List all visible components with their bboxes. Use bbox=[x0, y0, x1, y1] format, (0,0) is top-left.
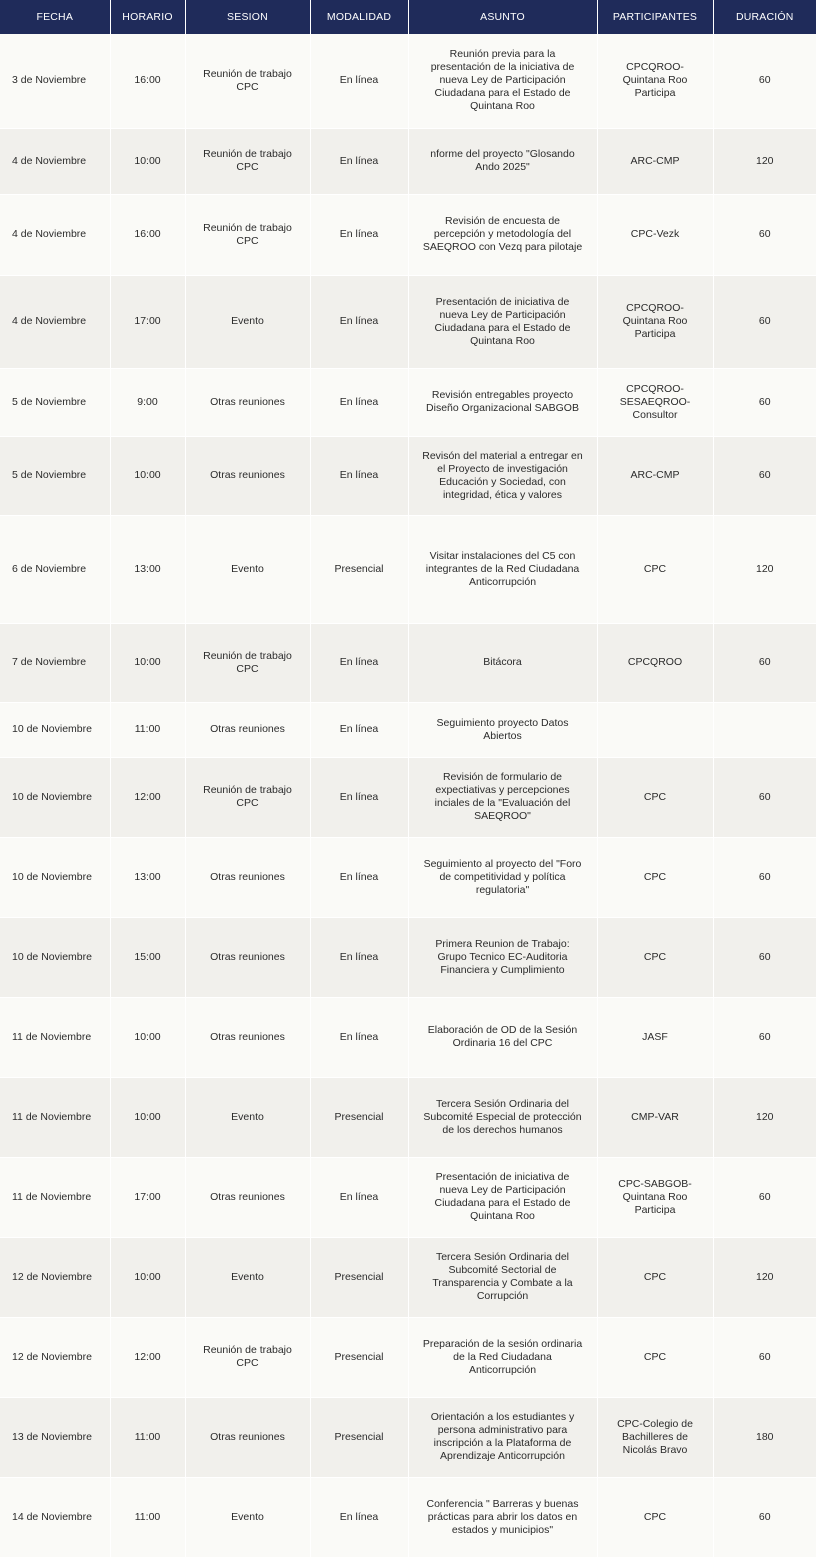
table-row bbox=[0, 1317, 816, 1397]
horario-cell: 11:00 bbox=[110, 1397, 185, 1477]
fecha-cell: 7 de Noviembre bbox=[0, 623, 110, 702]
sesion-cell: Reunión de trabajo CPC bbox=[185, 34, 310, 128]
participantes-cell: CPC-Colegio de Bachilleres de Nicolás Bravo bbox=[597, 1397, 713, 1477]
fecha-cell: 5 de Noviembre bbox=[0, 436, 110, 515]
duracion-cell bbox=[713, 702, 816, 757]
participantes-cell: CPCQROO-Quintana Roo Participa bbox=[597, 34, 713, 128]
table-row bbox=[0, 34, 816, 128]
duracion-cell: 60 bbox=[713, 623, 816, 702]
header-fecha: FECHA bbox=[0, 0, 110, 34]
asunto-cell: Tercera Sesión Ordinaria del Subcomité Especial de protección de los derechos humanos bbox=[408, 1077, 597, 1157]
fecha-cell: 11 de Noviembre bbox=[0, 1157, 110, 1237]
duracion-cell: 60 bbox=[713, 757, 816, 837]
duracion-cell: 120 bbox=[713, 1077, 816, 1157]
duracion-cell: 60 bbox=[713, 917, 816, 997]
duracion-cell: 60 bbox=[713, 34, 816, 128]
participantes-cell: CPC-SABGOB-Quintana Roo Participa bbox=[597, 1157, 713, 1237]
duracion-cell: 120 bbox=[713, 515, 816, 623]
fecha-cell: 13 de Noviembre bbox=[0, 1397, 110, 1477]
sesion-cell: Otras reuniones bbox=[185, 702, 310, 757]
participantes-cell: CPCQROO-SESAEQROO-Consultor bbox=[597, 368, 713, 436]
header-sesion: SESION bbox=[185, 0, 310, 34]
fecha-cell: 11 de Noviembre bbox=[0, 1077, 110, 1157]
fecha-cell: 4 de Noviembre bbox=[0, 128, 110, 194]
sesion-cell: Evento bbox=[185, 275, 310, 368]
sesion-cell: Otras reuniones bbox=[185, 368, 310, 436]
participantes-cell: CPC bbox=[597, 1237, 713, 1317]
sesion-cell: Reunión de trabajo CPC bbox=[185, 1317, 310, 1397]
asunto-cell: Tercera Sesión Ordinaria del Subcomité Sectorial de Transparencia y Combate a la Corrupción bbox=[408, 1237, 597, 1317]
duracion-cell: 60 bbox=[713, 275, 816, 368]
sesion-cell: Otras reuniones bbox=[185, 917, 310, 997]
fecha-cell: 3 de Noviembre bbox=[0, 34, 110, 128]
sesion-cell: Otras reuniones bbox=[185, 436, 310, 515]
duracion-cell: 60 bbox=[713, 436, 816, 515]
fecha-cell: 12 de Noviembre bbox=[0, 1237, 110, 1317]
horario-cell: 10:00 bbox=[110, 997, 185, 1077]
modalidad-cell: Presencial bbox=[310, 1077, 408, 1157]
fecha-cell: 12 de Noviembre bbox=[0, 1317, 110, 1397]
header-asunto: ASUNTO bbox=[408, 0, 597, 34]
horario-cell: 10:00 bbox=[110, 128, 185, 194]
modalidad-cell: En línea bbox=[310, 368, 408, 436]
table-row bbox=[0, 1157, 816, 1237]
sesion-cell: Reunión de trabajo CPC bbox=[185, 623, 310, 702]
participantes-cell: JASF bbox=[597, 997, 713, 1077]
duracion-cell: 60 bbox=[713, 1317, 816, 1397]
sesion-cell: Evento bbox=[185, 1477, 310, 1557]
horario-cell: 12:00 bbox=[110, 757, 185, 837]
sesion-cell: Reunión de trabajo CPC bbox=[185, 757, 310, 837]
sesion-cell: Otras reuniones bbox=[185, 997, 310, 1077]
horario-cell: 15:00 bbox=[110, 917, 185, 997]
participantes-cell: CPC-Vezk bbox=[597, 194, 713, 275]
participantes-cell: CPC bbox=[597, 837, 713, 917]
header-modalidad: MODALIDAD bbox=[310, 0, 408, 34]
sesion-cell: Reunión de trabajo CPC bbox=[185, 128, 310, 194]
modalidad-cell: En línea bbox=[310, 623, 408, 702]
table-row bbox=[0, 1077, 816, 1157]
table-row bbox=[0, 757, 816, 837]
table-row bbox=[0, 702, 816, 757]
horario-cell: 10:00 bbox=[110, 1237, 185, 1317]
fecha-cell: 4 de Noviembre bbox=[0, 275, 110, 368]
asunto-cell: Seguimiento proyecto Datos Abiertos bbox=[408, 702, 597, 757]
asunto-cell: Presentación de iniciativa de nueva Ley de Participación Ciudadana para el Estado de Quintana Roo bbox=[408, 275, 597, 368]
asunto-cell: Presentación de iniciativa de nueva Ley de Participación Ciudadana para el Estado de Quintana Roo bbox=[408, 1157, 597, 1237]
duracion-cell: 60 bbox=[713, 837, 816, 917]
asunto-cell: Revisión de encuesta de percepción y metodología del SAEQROO con Vezq para pilotaje bbox=[408, 194, 597, 275]
sesion-cell: Otras reuniones bbox=[185, 1157, 310, 1237]
asunto-cell: Primera Reunion de Trabajo: Grupo Tecnico EC-Auditoria Financiera y Cumplimiento bbox=[408, 917, 597, 997]
horario-cell: 13:00 bbox=[110, 837, 185, 917]
table-row bbox=[0, 837, 816, 917]
modalidad-cell: En línea bbox=[310, 1157, 408, 1237]
horario-cell: 17:00 bbox=[110, 1157, 185, 1237]
duracion-cell: 60 bbox=[713, 1157, 816, 1237]
sesion-cell: Evento bbox=[185, 515, 310, 623]
header-participantes: PARTICIPANTES bbox=[597, 0, 713, 34]
participantes-cell: CPC bbox=[597, 515, 713, 623]
header-horario: HORARIO bbox=[110, 0, 185, 34]
table-row bbox=[0, 1397, 816, 1477]
asunto-cell: Reunión previa para la presentación de la iniciativa de nueva Ley de Participación Ciudadana para el Estado de Quintana Roo bbox=[408, 34, 597, 128]
participantes-cell: CPC bbox=[597, 917, 713, 997]
horario-cell: 16:00 bbox=[110, 194, 185, 275]
participantes-cell: CPC bbox=[597, 1317, 713, 1397]
sesion-cell: Reunión de trabajo CPC bbox=[185, 194, 310, 275]
modalidad-cell: En línea bbox=[310, 194, 408, 275]
modalidad-cell: En línea bbox=[310, 702, 408, 757]
participantes-cell: CPC bbox=[597, 757, 713, 837]
modalidad-cell: En línea bbox=[310, 1477, 408, 1557]
duracion-cell: 120 bbox=[713, 128, 816, 194]
modalidad-cell: En línea bbox=[310, 128, 408, 194]
table-row bbox=[0, 275, 816, 368]
table-row bbox=[0, 917, 816, 997]
horario-cell: 11:00 bbox=[110, 1477, 185, 1557]
fecha-cell: 4 de Noviembre bbox=[0, 194, 110, 275]
participantes-cell: CPCQROO bbox=[597, 623, 713, 702]
fecha-cell: 5 de Noviembre bbox=[0, 368, 110, 436]
modalidad-cell: Presencial bbox=[310, 515, 408, 623]
horario-cell: 10:00 bbox=[110, 623, 185, 702]
horario-cell: 17:00 bbox=[110, 275, 185, 368]
modalidad-cell: En línea bbox=[310, 837, 408, 917]
fecha-cell: 11 de Noviembre bbox=[0, 997, 110, 1077]
table-row bbox=[0, 368, 816, 436]
table-row bbox=[0, 436, 816, 515]
sesion-cell: Evento bbox=[185, 1237, 310, 1317]
table-row bbox=[0, 1477, 816, 1557]
asunto-cell: Conferencia " Barreras y buenas prácticas para abrir los datos en estados y municipios" bbox=[408, 1477, 597, 1557]
sesion-cell: Evento bbox=[185, 1077, 310, 1157]
asunto-cell: Seguimiento al proyecto del "Foro de competitividad y política regulatoria" bbox=[408, 837, 597, 917]
modalidad-cell: En línea bbox=[310, 997, 408, 1077]
asunto-cell: Preparación de la sesión ordinaria de la Red Ciudadana Anticorrupción bbox=[408, 1317, 597, 1397]
participantes-cell: ARC-CMP bbox=[597, 436, 713, 515]
asunto-cell: Elaboración de OD de la Sesión Ordinaria 16 del CPC bbox=[408, 997, 597, 1077]
horario-cell: 11:00 bbox=[110, 702, 185, 757]
modalidad-cell: Presencial bbox=[310, 1317, 408, 1397]
horario-cell: 10:00 bbox=[110, 1077, 185, 1157]
duracion-cell: 60 bbox=[713, 194, 816, 275]
duracion-cell: 60 bbox=[713, 368, 816, 436]
asunto-cell: Revisión de formulario de expectiativas y percepciones inciales de la "Evaluación del SAEQROO" bbox=[408, 757, 597, 837]
asunto-cell: Visitar instalaciones del C5 con integrantes de la Red Ciudadana Anticorrupción bbox=[408, 515, 597, 623]
modalidad-cell: En línea bbox=[310, 275, 408, 368]
modalidad-cell: En línea bbox=[310, 34, 408, 128]
duracion-cell: 60 bbox=[713, 1477, 816, 1557]
table-row bbox=[0, 194, 816, 275]
participantes-cell bbox=[597, 702, 713, 757]
asunto-cell: nforme del proyecto "Glosando Ando 2025" bbox=[408, 128, 597, 194]
horario-cell: 10:00 bbox=[110, 436, 185, 515]
table-row bbox=[0, 997, 816, 1077]
modalidad-cell: Presencial bbox=[310, 1237, 408, 1317]
sesion-cell: Otras reuniones bbox=[185, 837, 310, 917]
fecha-cell: 10 de Noviembre bbox=[0, 702, 110, 757]
horario-cell: 12:00 bbox=[110, 1317, 185, 1397]
fecha-cell: 10 de Noviembre bbox=[0, 837, 110, 917]
sesion-cell: Otras reuniones bbox=[185, 1397, 310, 1477]
fecha-cell: 10 de Noviembre bbox=[0, 757, 110, 837]
fecha-cell: 6 de Noviembre bbox=[0, 515, 110, 623]
horario-cell: 9:00 bbox=[110, 368, 185, 436]
asunto-cell: Bitácora bbox=[408, 623, 597, 702]
asunto-cell: Revisón del material a entregar en el Proyecto de investigación Educación y Sociedad, con integridad, ética y valores bbox=[408, 436, 597, 515]
fecha-cell: 14 de Noviembre bbox=[0, 1477, 110, 1557]
participantes-cell: CPC bbox=[597, 1477, 713, 1557]
modalidad-cell: En línea bbox=[310, 436, 408, 515]
duracion-cell: 120 bbox=[713, 1237, 816, 1317]
fecha-cell: 10 de Noviembre bbox=[0, 917, 110, 997]
horario-cell: 13:00 bbox=[110, 515, 185, 623]
modalidad-cell: En línea bbox=[310, 917, 408, 997]
asunto-cell: Orientación a los estudiantes y persona administrativo para inscripción a la Plataforma de Aprendizaje Anticorrupción bbox=[408, 1397, 597, 1477]
table-row bbox=[0, 623, 816, 702]
participantes-cell: ARC-CMP bbox=[597, 128, 713, 194]
duracion-cell: 180 bbox=[713, 1397, 816, 1477]
participantes-cell: CMP-VAR bbox=[597, 1077, 713, 1157]
table-row bbox=[0, 128, 816, 194]
participantes-cell: CPCQROO-Quintana Roo Participa bbox=[597, 275, 713, 368]
modalidad-cell: Presencial bbox=[310, 1397, 408, 1477]
table-row bbox=[0, 1237, 816, 1317]
header-duracion: DURACIÓN bbox=[713, 0, 816, 34]
duracion-cell: 60 bbox=[713, 997, 816, 1077]
modalidad-cell: En línea bbox=[310, 757, 408, 837]
horario-cell: 16:00 bbox=[110, 34, 185, 128]
header-row bbox=[0, 0, 816, 34]
asunto-cell: Revisión entregables proyecto Diseño Organizacional SABGOB bbox=[408, 368, 597, 436]
table-row bbox=[0, 515, 816, 623]
